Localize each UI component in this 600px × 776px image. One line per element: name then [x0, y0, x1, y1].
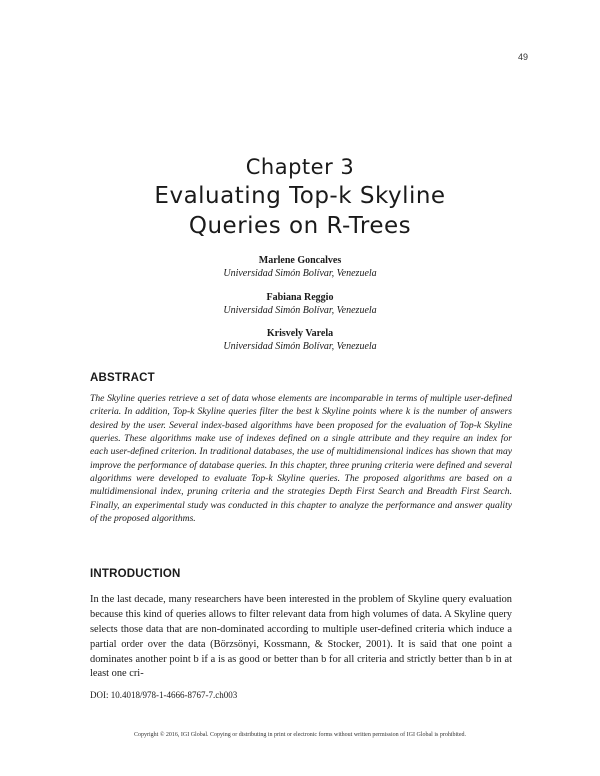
chapter-title-line-1: Evaluating Top-k Skyline	[154, 183, 446, 209]
author-affiliation: Universidad Simón Bolívar, Venezuela	[223, 305, 377, 316]
author-name: Marlene Goncalves	[258, 255, 342, 266]
chapter-title-line-2: Queries on R-Trees	[188, 213, 412, 240]
abstract-heading: ABSTRACT	[90, 372, 155, 384]
page-number: 49	[517, 52, 528, 62]
author-affiliation: Universidad Simón Bolívar, Venezuela	[223, 341, 377, 352]
chapter-title	[0, 181, 600, 242]
introduction-heading: INTRODUCTION	[90, 568, 181, 580]
author-name: Krisvely Varela	[266, 328, 334, 339]
doi-reference: DOI: 10.4018/978-1-4666-8767-7.ch003	[90, 690, 238, 700]
abstract-text: The Skyline queries retrieve a set of data whose elements are incomparable in terms of multiple user-defined criteria. In addition, Top-k Skyline queries filter the best k Skyline points where k is the number of answers desired by the user. Several index-based algorithms have been proposed for the evaluation of Top-k Skyline queries. These algorithms make use of indexes defined on a single attribute and they require an index for each user-defined criterion. In traditional databases, the use of multidimensional indices has shown that may improve the performance of database queries. In this chapter, three pruning criteria were defined and several algorithms were developed to evaluate Top-k Skyline queries. The proposed algorithms are based on a multidimensional index, pruning criteria and the strategies Depth First Search and Breadth First Search. Finally, an experimental study was conducted in this chapter to analyze the performance and answer quality of the proposed algorithms.	[90, 393, 512, 524]
introduction-text: In the last decade, many researchers have been interested in the problem of Skyline query evaluation because this kind of queries allows to filter relevant data from high volumes of data. A Skyline query selects those data that are non-dominated according to multiple user-defined criteria which induce a partial order over the data (Börzsönyi, Kossmann, & Stocker, 2001). It is said that one point a dominates another point b if a is as good or better than b for all criteria and strictly better than b in at least one cri-	[90, 594, 512, 680]
chapter-label: Chapter 3	[245, 155, 355, 179]
copyright-notice: Copyright © 2016, IGI Global. Copying or distributing in print or electronic forms without written permission of IGI Global is prohibited.	[133, 732, 466, 738]
author-name: Fabiana Reggio	[266, 292, 334, 303]
author-affiliation: Universidad Simón Bolívar, Venezuela	[223, 268, 377, 279]
